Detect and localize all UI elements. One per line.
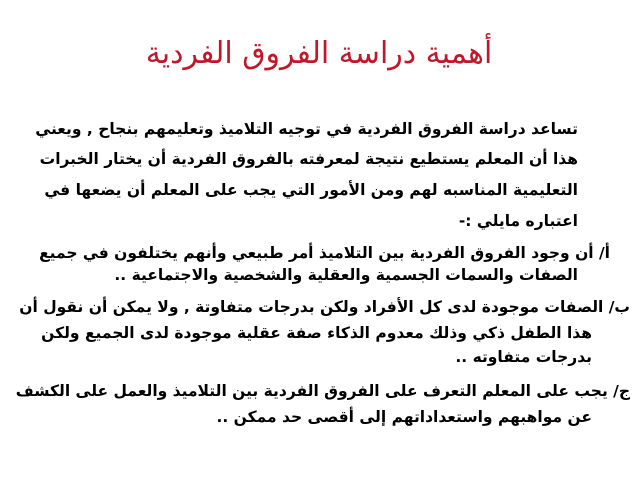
point-c-line-1: ج/ يجب على المعلم التعرف على الفروق الفردية بين التلاميذ والعمل على الكشف <box>15 382 630 400</box>
point-b-line-2: هذا الطفل ذكي وذلك معدوم الذكاء صفة عقلية موجودة لدى الجميع ولكن <box>41 324 592 342</box>
slide-title: أهمية دراسة الفروق الفردية <box>145 36 493 71</box>
intro-line-3: التعليمية المناسبه لهم ومن الأمور التي يجب على المعلم أن يضعها في <box>44 181 578 199</box>
point-b-line-1: ب/ الصفات موجودة لدى كل الأفراد ولكن بدرجات متفاوتة , ولا يمكن أن نقول أن <box>19 298 630 316</box>
point-b-line-3: بدرجات متفاوته .. <box>455 348 592 366</box>
intro-line-1: تساعد دراسة الفروق الفردية في توجيه التلاميذ وتعليمهم بنجاح , ويعني <box>35 120 578 138</box>
point-c-line-2: عن مواهبهم واستعداداتهم إلى أقصى حد ممكن .. <box>216 408 592 426</box>
point-a-line-1: أ/ أن وجود الفروق الفردية بين التلاميذ أمر طبيعي وأنهم يختلفون في جميع <box>39 244 610 262</box>
intro-line-2: هذا أن المعلم يستطيع نتيجة لمعرفته بالفروق الفردية أن يختار الخبرات <box>39 150 578 168</box>
point-a-line-2: الصفات والسمات الجسمية والعقلية والشخصية والاجتماعية .. <box>114 266 578 284</box>
intro-line-4: اعتباره مايلي :- <box>458 212 578 230</box>
